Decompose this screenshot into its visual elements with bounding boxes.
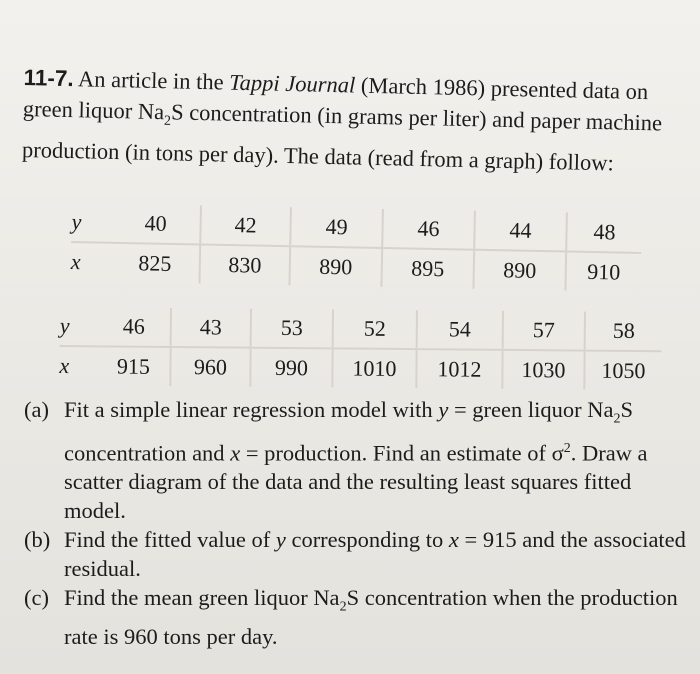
table-cell: 42 (200, 205, 291, 246)
part-a-text-2: = green liquor Na (448, 397, 614, 422)
subscript-2: 2 (613, 411, 621, 427)
data-table-2 (59, 307, 662, 390)
data-table-1 (71, 203, 642, 292)
part-a-text-5: . Draw a scatter diagram of the data and the resulting least squares fitted model. (64, 440, 648, 523)
part-a-text (64, 395, 689, 525)
question-parts (24, 395, 689, 651)
var-x: x (448, 527, 459, 552)
journal-name: Tappi Journal (228, 69, 356, 98)
part-a-text-3: S concentration and (64, 397, 633, 465)
var-y: y (438, 397, 449, 422)
table-cell: 58 (585, 312, 662, 352)
part-c-text-1: Find the mean green liquor Na (64, 585, 340, 610)
part-a (24, 395, 689, 525)
table-cell: 1010 (332, 348, 416, 388)
table-cell: 960 (170, 347, 250, 387)
table-cell: 44 (474, 211, 567, 252)
table-cell: 910 (565, 251, 641, 291)
table-cell: 46 (98, 307, 171, 347)
part-a-label: (a) (24, 397, 49, 422)
part-b-label: (b) (24, 527, 51, 552)
table-cell: 49 (290, 207, 383, 248)
table-cell: 54 (417, 310, 503, 350)
row-label-x: x (59, 352, 70, 379)
part-a-text-4: = production. Find an estimate of σ (240, 440, 564, 465)
row-label-y: y (71, 203, 112, 243)
problem-statement (22, 62, 674, 179)
table-cell: 57 (503, 311, 585, 351)
part-b-text (64, 525, 689, 583)
var-y: y (275, 527, 286, 552)
table-cell: 46 (382, 209, 475, 250)
part-a-text-1: Fit a simple linear regression model with (64, 397, 439, 422)
table-cell: 825 (138, 250, 172, 276)
var-x: x (230, 440, 241, 465)
table-cell: 53 (251, 309, 333, 349)
part-b-text-2: corresponding to (285, 527, 449, 552)
part-c-text-2: S concentration when the production rate is 960 tons per day. (64, 585, 678, 649)
table-cell: 990 (250, 348, 332, 388)
row-label-x: x (70, 248, 81, 275)
table-cell: 43 (171, 308, 251, 348)
subscript-2: 2 (339, 599, 347, 615)
table-cell: 1050 (584, 351, 661, 391)
intro-text-1: An article in the (73, 66, 230, 95)
table-row-x (59, 346, 661, 390)
intro-text-2: (March 1986) presented data on green liquor Na (22, 72, 649, 125)
subscript-2: 2 (163, 113, 172, 129)
table-cell: 890 (289, 246, 382, 287)
table-cell: 895 (381, 248, 474, 289)
table-row-y (60, 307, 662, 351)
part-c-text (64, 583, 689, 651)
problem-number: 11-7. (23, 64, 74, 92)
table-cell: 1030 (502, 350, 584, 390)
table-cell: 1012 (416, 349, 502, 389)
table-cell: 890 (473, 250, 566, 291)
intro-text-3: S concentration (in grams per liter) and paper machine production (in tons per day). The data (read from a graph) follow: (21, 99, 663, 175)
part-c (24, 583, 689, 651)
table-cell: 830 (199, 244, 290, 285)
superscript-2: 2 (563, 440, 571, 456)
table-cell: 48 (566, 213, 642, 253)
part-b (24, 525, 689, 583)
part-b-text-1: Find the fitted value of (64, 527, 276, 552)
part-c-label: (c) (24, 585, 49, 610)
table-cell: 915 (116, 353, 151, 379)
part-b-text-3: = 915 and the associated residual. (64, 527, 686, 581)
table-cell: 52 (333, 309, 417, 349)
table-cell: 40 (111, 204, 201, 245)
row-label-y: y (60, 307, 98, 346)
